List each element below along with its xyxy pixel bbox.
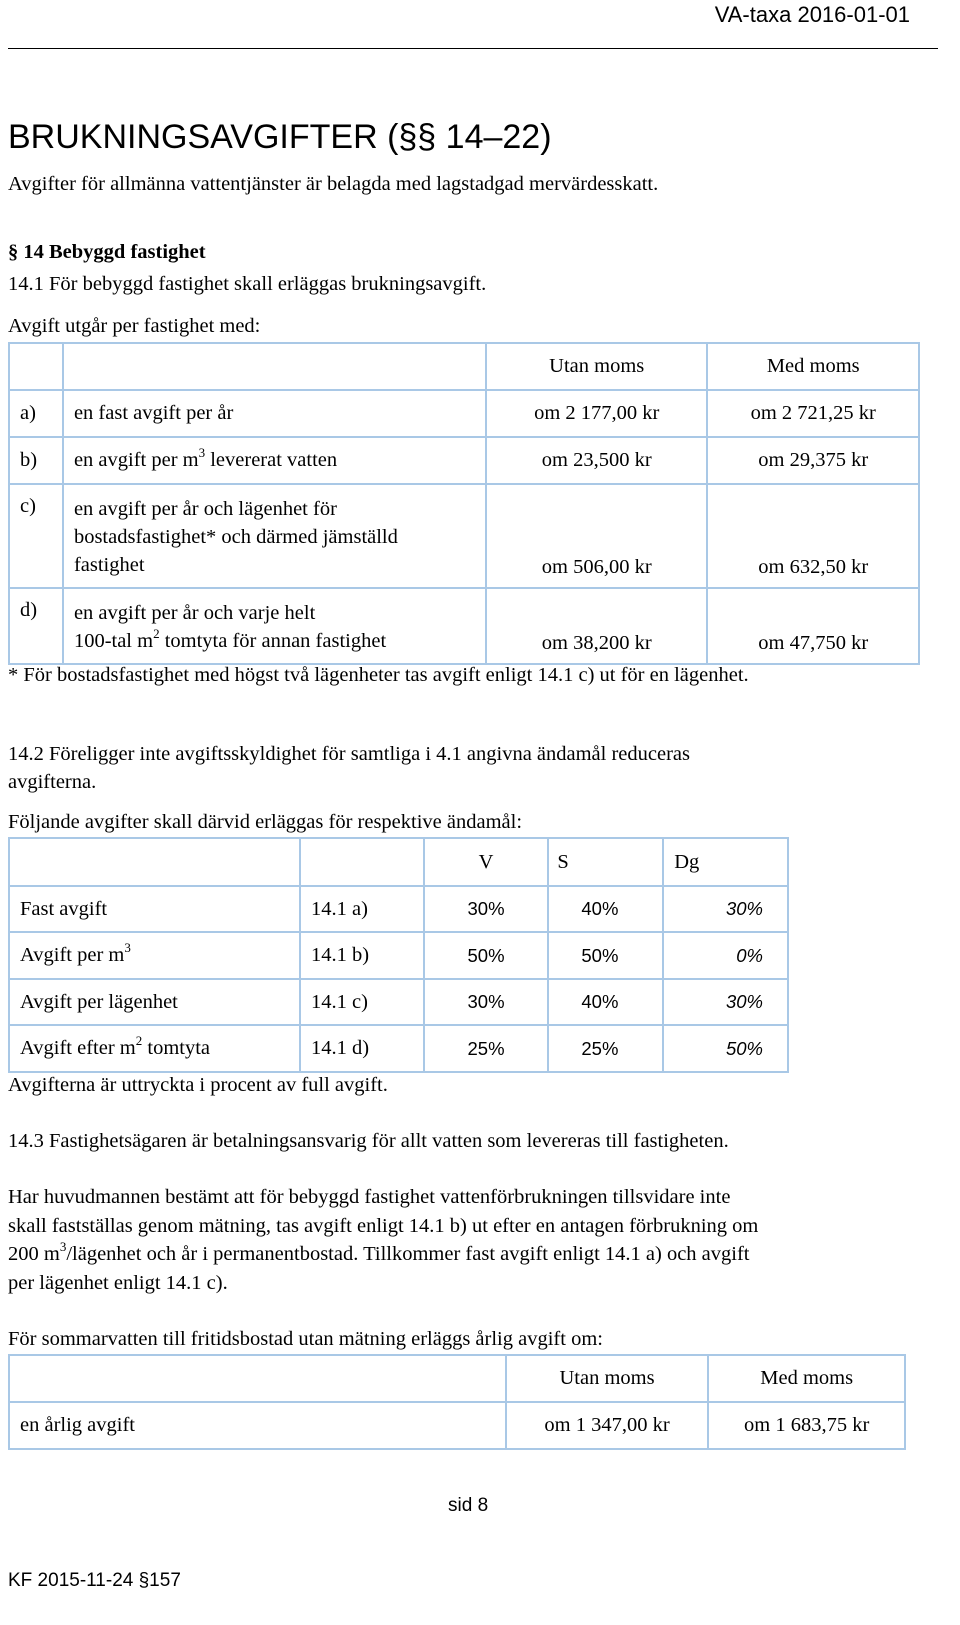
row-description xyxy=(63,437,486,484)
table-row xyxy=(9,437,919,484)
row-v: 50% xyxy=(424,932,549,979)
header-cell-empty xyxy=(9,838,300,886)
row-description xyxy=(63,588,486,664)
row-key: d) xyxy=(9,588,63,664)
row-label: Fast avgift xyxy=(9,886,300,932)
header-cell-empty xyxy=(9,1355,506,1402)
row-med-moms: om 47,750 kr xyxy=(707,588,919,664)
table-row xyxy=(9,932,788,979)
table2-lead-text: Följande avgifter skall därvid erläggas för respektive ändamål: xyxy=(8,811,523,833)
row-key: c) xyxy=(9,484,63,588)
row-ref: 14.1 a) xyxy=(300,886,424,932)
row-utan-moms: om 23,500 kr xyxy=(486,437,707,484)
row-dg: 30% xyxy=(663,886,788,932)
row-label: Avgift per lägenhet xyxy=(9,979,300,1025)
row-description-part: tomtyta för annan fastighet xyxy=(159,630,387,652)
header-s: S xyxy=(548,838,663,886)
superscript: 2 xyxy=(135,1033,143,1048)
row-v: 30% xyxy=(424,886,549,932)
row-description xyxy=(63,484,486,588)
row-label-part: Avgift efter m xyxy=(20,1037,136,1059)
header-utan-moms: Utan moms xyxy=(486,343,707,390)
row-v: 30% xyxy=(424,979,549,1025)
paragraph-line: skall fastställas genom mätning, tas avgift enligt 14.1 b) ut efter en antagen förbrukning om xyxy=(8,1215,759,1237)
row-med-moms: om 632,50 kr xyxy=(707,484,919,588)
header-med-moms: Med moms xyxy=(707,343,919,390)
table-lead-text: Avgift utgår per fastighet med: xyxy=(8,315,261,337)
header-dg: Dg xyxy=(663,838,788,886)
paragraph-14-2: 14.2 Föreligger inte avgiftsskyldighet för samtliga i 4.1 angivna ändamål reduceras xyxy=(8,743,691,765)
row-description: en fast avgift per år xyxy=(63,390,486,437)
row-description-line: en avgift per år och varje helt xyxy=(73,602,316,624)
row-label xyxy=(9,932,300,979)
page-number: sid 8 xyxy=(448,1495,489,1516)
header-cell-empty xyxy=(300,838,424,886)
header-cell-empty xyxy=(63,343,486,390)
paragraph-part: /lägenhet och år i permanentbostad. Tillkommer fast avgift enligt 14.1 a) och avgift xyxy=(66,1243,750,1265)
paragraph-part: 200 m xyxy=(8,1243,60,1265)
row-dg: 50% xyxy=(663,1025,788,1072)
superscript: 2 xyxy=(153,626,160,641)
paragraph-line: Har huvudmannen bestämt att för bebyggd fastighet vattenförbrukningen tillsvidare inte xyxy=(8,1186,731,1208)
paragraph-14-3: 14.3 Fastighetsägaren är betalningsansvarig för allt vatten som levereras till fastigheten. xyxy=(8,1130,729,1152)
table-row xyxy=(9,1025,788,1072)
table-row xyxy=(9,1402,905,1449)
section-heading: § 14 Bebyggd fastighet xyxy=(8,241,206,263)
reduction-table xyxy=(8,837,789,1073)
table-row xyxy=(9,390,919,437)
table2-note: Avgifterna är uttryckta i procent av full avgift. xyxy=(8,1074,388,1096)
fee-table xyxy=(8,342,920,665)
summer-fee-table xyxy=(8,1354,906,1450)
table-row xyxy=(9,886,788,932)
row-s: 40% xyxy=(548,979,663,1025)
row-label: en årlig avgift xyxy=(9,1402,506,1449)
row-label xyxy=(9,1025,300,1072)
table-row xyxy=(9,979,788,1025)
table-row xyxy=(9,588,919,664)
superscript: 3 xyxy=(59,1239,67,1254)
superscript: 3 xyxy=(198,445,206,460)
row-dg: 30% xyxy=(663,979,788,1025)
row-description-part: 100-tal m xyxy=(73,630,154,652)
table-footnote: * För bostadsfastighet med högst två lägenheter tas avgift enligt 14.1 c) ut för en lägenhet. xyxy=(8,664,749,686)
row-ref: 14.1 b) xyxy=(300,932,424,979)
row-v: 25% xyxy=(424,1025,549,1072)
intro-text: Avgifter för allmänna vattentjänster är belagda med lagstadgad mervärdesskatt. xyxy=(8,173,659,195)
row-med-moms: om 29,375 kr xyxy=(707,437,919,484)
row-med-moms: om 2 721,25 kr xyxy=(707,390,919,437)
header-cell-empty xyxy=(9,343,63,390)
paragraph-14-1: 14.1 För bebyggd fastighet skall erläggas brukningsavgift. xyxy=(8,273,487,295)
row-dg: 0% xyxy=(663,932,788,979)
row-key: b) xyxy=(9,437,63,484)
row-description-line: fastighet xyxy=(73,554,145,576)
table-row xyxy=(9,484,919,588)
superscript: 3 xyxy=(124,940,131,955)
row-ref: 14.1 d) xyxy=(300,1025,424,1072)
table-header-row xyxy=(9,838,788,886)
row-s: 40% xyxy=(548,886,663,932)
row-label-part: Avgift per m xyxy=(20,944,125,966)
row-utan-moms: om 1 347,00 kr xyxy=(506,1402,709,1449)
footer-reference: KF 2015-11-24 §157 xyxy=(8,1570,181,1591)
table-header-row xyxy=(9,1355,905,1402)
row-description-part: en avgift per m xyxy=(73,449,199,471)
paragraph-line xyxy=(8,1239,750,1266)
row-s: 25% xyxy=(548,1025,663,1072)
document-header: VA-taxa 2016-01-01 xyxy=(714,2,910,27)
row-description-line: bostadsfastighet* och därmed jämställd xyxy=(73,526,398,548)
row-key: a) xyxy=(9,390,63,437)
row-med-moms: om 1 683,75 kr xyxy=(708,1402,905,1449)
table-header-row xyxy=(9,343,919,390)
row-description-line xyxy=(74,627,475,655)
page-title: BRUKNINGSAVGIFTER (§§ 14–22) xyxy=(8,118,552,156)
row-description-part: levererat vatten xyxy=(205,449,338,471)
row-utan-moms: om 38,200 kr xyxy=(486,588,707,664)
row-ref: 14.1 c) xyxy=(300,979,424,1025)
row-utan-moms: om 506,00 kr xyxy=(486,484,707,588)
header-v: V xyxy=(424,838,549,886)
header-divider xyxy=(8,48,938,49)
row-label-part: tomtyta xyxy=(142,1037,211,1059)
row-description-line: en avgift per år och lägenhet för xyxy=(73,498,337,520)
summer-lead-text: För sommarvatten till fritidsbostad utan mätning erläggs årlig avgift om: xyxy=(8,1328,603,1350)
row-s: 50% xyxy=(548,932,663,979)
header-utan-moms: Utan moms xyxy=(506,1355,709,1402)
row-utan-moms: om 2 177,00 kr xyxy=(486,390,707,437)
paragraph-14-2-cont: avgifterna. xyxy=(8,771,97,793)
paragraph-line: per lägenhet enligt 14.1 c). xyxy=(8,1272,228,1294)
header-med-moms: Med moms xyxy=(708,1355,905,1402)
